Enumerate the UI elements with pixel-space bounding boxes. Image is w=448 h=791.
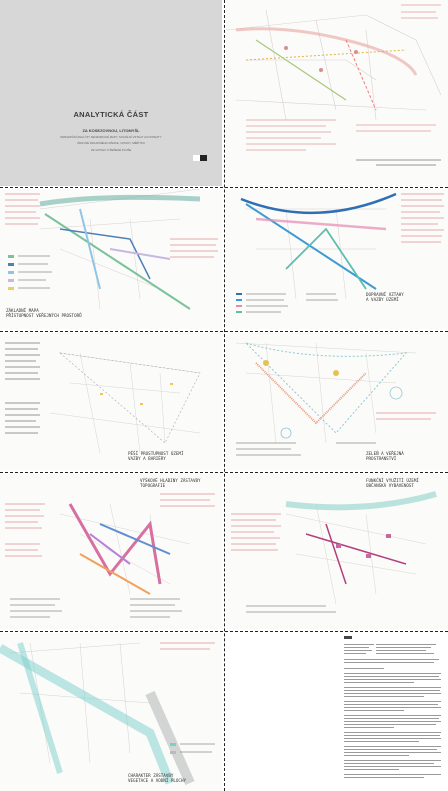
caption-3: ZÁKLADNÍ MAPA PŘÍSTUPNOST VEŘEJNÝCH PROSTORŮ bbox=[6, 308, 82, 318]
caption-4: DOPRAVNÍ VZTAHY A VAZBY ÚZEMÍ bbox=[366, 292, 404, 302]
sheet-line-2: ÚROVNĚ KRAJINNÉHO RÁMCE, VZTAHY, MĚŘÍTKO bbox=[77, 141, 145, 146]
map-sketch-9 bbox=[0, 633, 222, 791]
sheet-title: ANALYTICKÁ ČÁST bbox=[73, 110, 149, 119]
map-panel-2 bbox=[226, 0, 448, 186]
cut-line-2 bbox=[0, 331, 448, 332]
map-sketch-4 bbox=[226, 189, 448, 329]
caption-8: FUNKČNÍ VYUŽITÍ ÚZEMÍ OBČANSKÁ VYBAVENOST bbox=[366, 478, 419, 488]
title-panel bbox=[0, 0, 222, 186]
cut-line-1 bbox=[0, 187, 448, 188]
doc-block bbox=[344, 636, 352, 639]
map-panel-7 bbox=[0, 474, 222, 629]
map-panel-9 bbox=[0, 633, 222, 791]
map-sketch-8 bbox=[226, 474, 448, 629]
sheet-line-3: VE VZTAHU K ŘEŠENÉ PLOŠE bbox=[90, 147, 132, 152]
map-panel-5 bbox=[0, 333, 222, 470]
text-doc-panel bbox=[226, 633, 448, 791]
cut-line-vertical bbox=[224, 0, 225, 791]
caption-9: CHARAKTER ZÁSTAVBY VEGETACE A VODNÍ PLOCHY bbox=[128, 773, 186, 783]
title-block bbox=[0, 110, 222, 152]
map-panel-8 bbox=[226, 474, 448, 629]
cut-line-4 bbox=[0, 631, 448, 632]
caption-5: PĚŠÍ PROSTUPNOST ÚZEMÍ VAZBY A BARIÉRY bbox=[128, 451, 184, 461]
sheet-line-1: PERCEPČNÍ ANALÝZY SENZORICKÉ MAPY, SOCIÁLNÍ VZTAHY A KONTEXTY bbox=[60, 135, 162, 139]
caption-6: ZELEŇ A VEŘEJNÁ PROSTRANSTVÍ bbox=[366, 451, 404, 461]
map-panel-3 bbox=[0, 189, 222, 329]
cut-line-3 bbox=[0, 472, 448, 473]
map-sketch-6 bbox=[226, 333, 448, 470]
map-panel-4 bbox=[226, 189, 448, 329]
map-sketch-5 bbox=[0, 333, 222, 470]
map-sketch-2 bbox=[226, 0, 448, 186]
map-sketch-7 bbox=[0, 474, 222, 629]
logo bbox=[193, 148, 209, 154]
map-panel-6 bbox=[226, 333, 448, 470]
caption-7: VÝŠKOVÉ HLADINY ZÁSTAVBY TOPOGRAFIE bbox=[140, 478, 201, 488]
sheet-subtitle: ZA KOSEZOVNOU, LITOMYŠL bbox=[82, 128, 140, 133]
